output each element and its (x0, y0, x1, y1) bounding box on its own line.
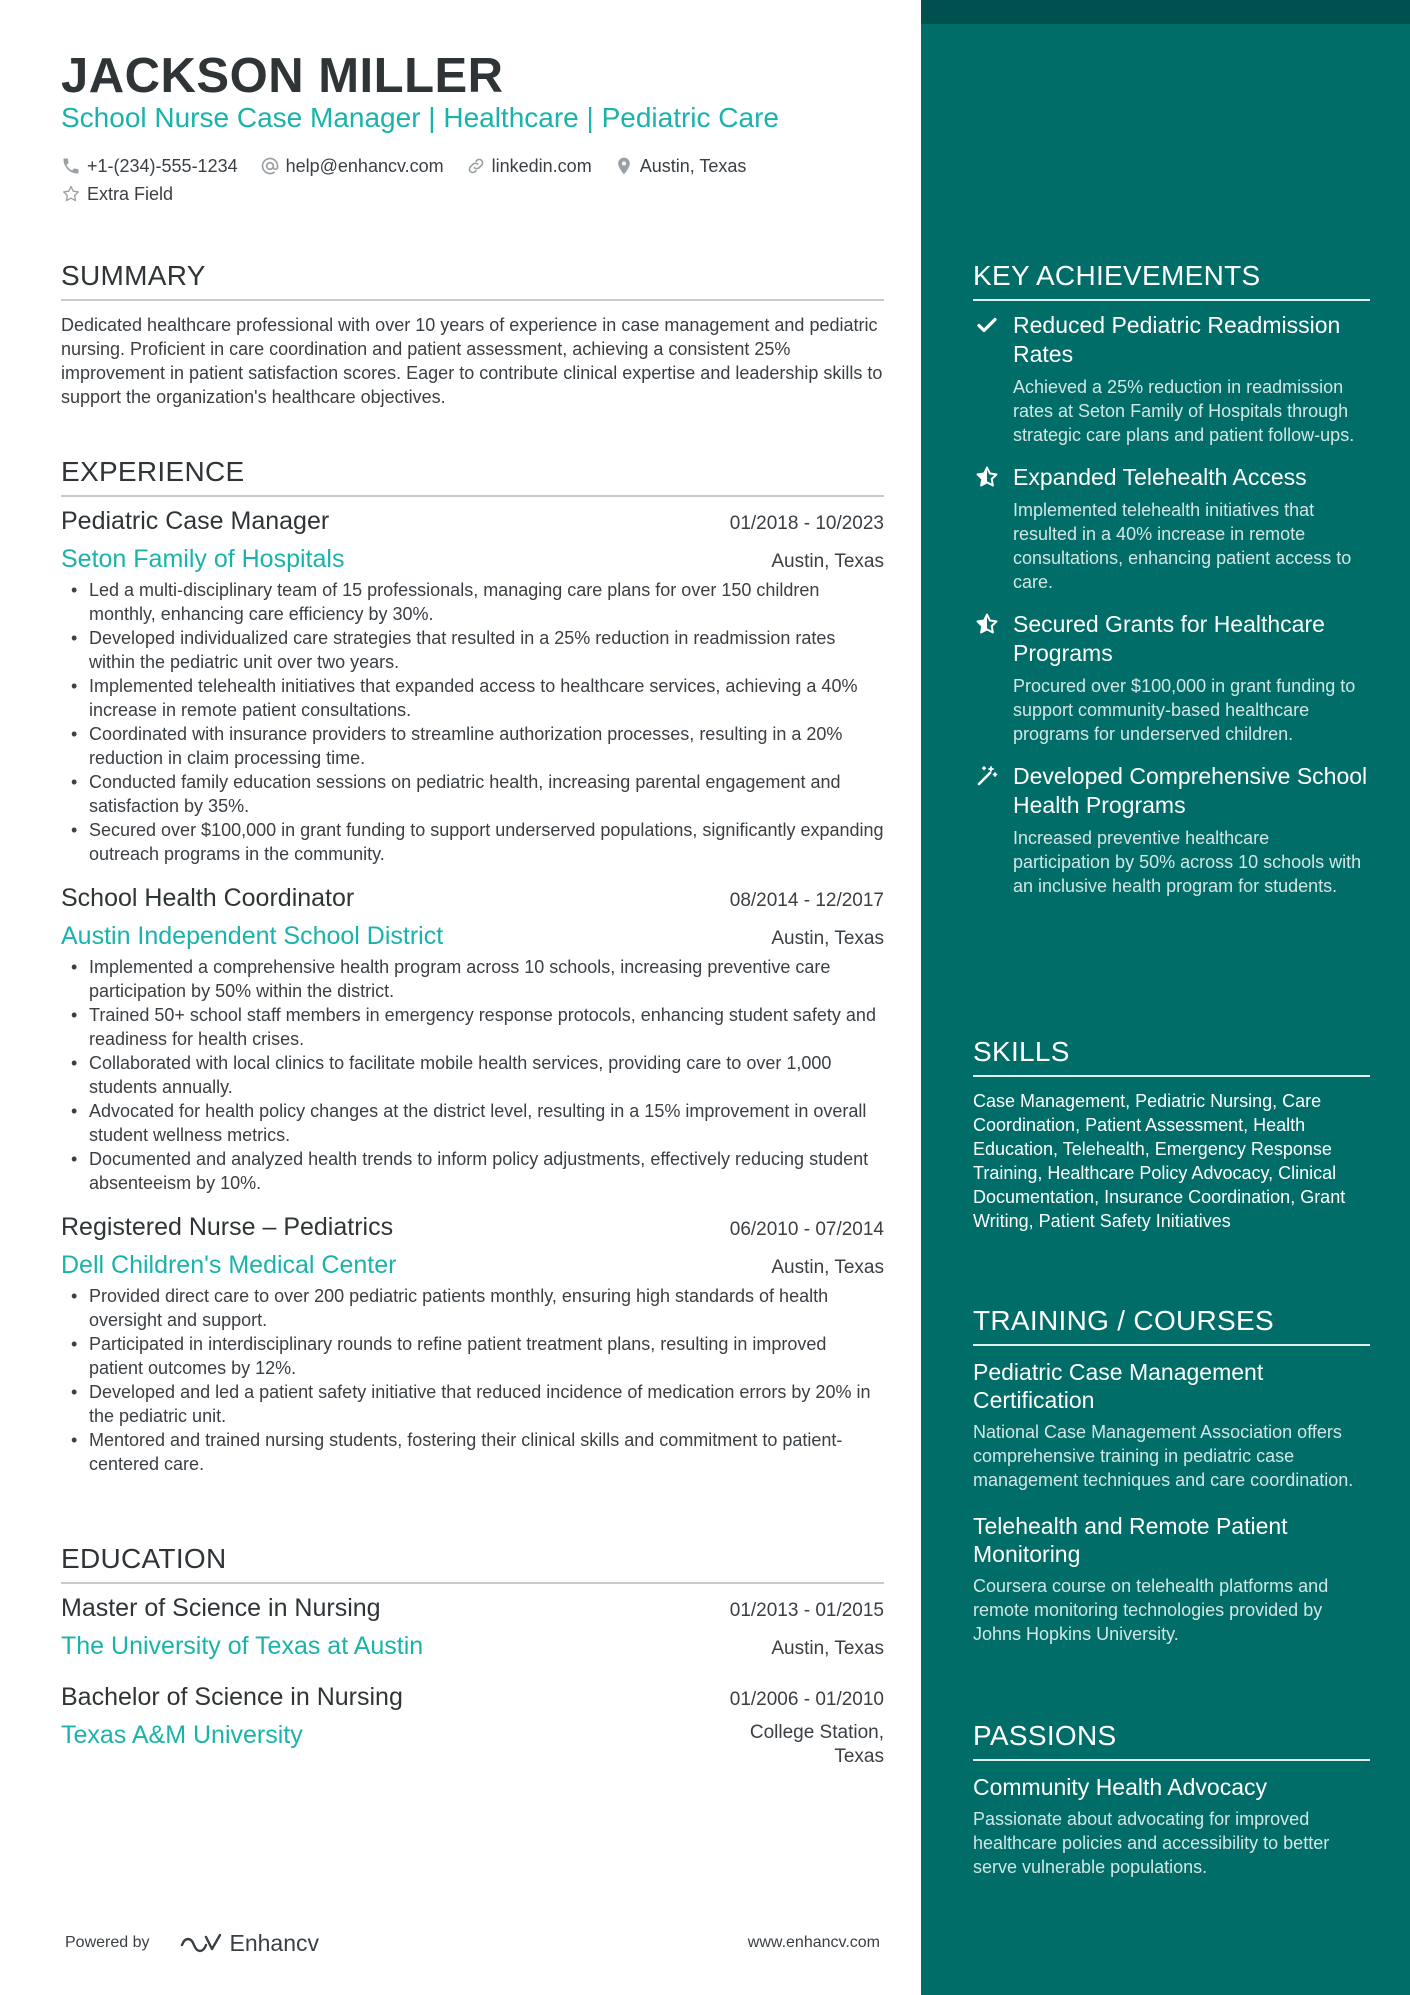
email-text: help@enhancv.com (285, 155, 444, 176)
section-divider (973, 299, 1370, 301)
bullet-item: • Participated in interdisciplinary rounds to refine patient treatment plans, resulting in improved patient outcomes by 12%. (61, 1332, 884, 1380)
summary-text: Dedicated healthcare professional with over 10 years of experience in case management and pediatric nursing. Proficient in care coordination and patient assessment, achieving a consistent 25% improvement in patient satisfaction scores. Eager to contribute clinical expertise and leadership skills to support the organization's healthcare objectives. (61, 315, 883, 407)
achievement-desc: Achieved a 25% reduction in readmission rates at Seton Family of Hospitals through strategic care plans and patient follow-ups. (1013, 377, 1355, 445)
section-title: TRAINING / COURSES (973, 1305, 1274, 1336)
job-title: Pediatric Case Manager (61, 507, 330, 535)
school-location-line: Texas (834, 1746, 884, 1767)
bullet-item: • Led a multi-disciplinary team of 15 professionals, managing care plans for over 150 children monthly, enhancing care efficiency by 30%. (61, 578, 884, 626)
contact-location (614, 156, 747, 177)
location-text: Austin, Texas (639, 155, 747, 176)
job-company: Austin Independent School District (61, 922, 444, 950)
education-dates: 01/2006 - 01/2010 (729, 1689, 884, 1710)
achievement-title: Secured Grants for Healthcare Programs (1013, 611, 1325, 666)
section-title: EDUCATION (61, 1543, 227, 1574)
achievement-item (973, 610, 1370, 746)
enhancv-logo-icon (178, 1931, 224, 1955)
job-dates: 08/2014 - 12/2017 (729, 890, 884, 911)
section-divider (973, 1344, 1370, 1346)
job-title: School Health Coordinator (61, 884, 355, 912)
school-location: Austin, Texas (771, 1638, 884, 1659)
achievement-desc: Procured over $100,000 in grant funding to support community-based healthcare programs for underserved children. (1013, 676, 1356, 744)
phone-text: +1-(234)-555-1234 (87, 155, 238, 176)
section-divider (61, 1582, 884, 1584)
section-title: KEY ACHIEVEMENTS (973, 260, 1261, 291)
education-section (61, 1539, 884, 1769)
achievement-item (973, 762, 1370, 898)
bullet-item: • Documented and analyzed health trends to inform policy adjustments, effectively reducing student absenteeism by 10%. (61, 1147, 884, 1195)
candidate-name: JACKSON MILLER (61, 49, 504, 103)
course-desc: National Case Management Association offers comprehensive training in pediatric case management techniques and care coordination. (973, 1422, 1354, 1490)
powered-by (65, 1930, 319, 1957)
job-bullets (61, 1284, 884, 1476)
powered-by-label: Powered by (65, 1934, 150, 1951)
phone-icon (61, 156, 81, 176)
school-location-line: College Station, (749, 1722, 884, 1743)
section-title: PASSIONS (973, 1720, 1117, 1751)
bullet-item: • Trained 50+ school staff members in emergency response protocols, enhancing student safety and readiness for health crises. (61, 1003, 884, 1051)
section-divider (61, 495, 884, 497)
extra-field-text: Extra Field (87, 183, 174, 204)
job-location: Austin, Texas (771, 551, 884, 572)
job-title: Registered Nurse – Pediatrics (61, 1213, 394, 1241)
school-name: Texas A&M University (61, 1721, 303, 1749)
job-dates: 01/2018 - 10/2023 (729, 513, 884, 534)
job-dates: 06/2010 - 07/2014 (729, 1219, 884, 1240)
passions-section (973, 1716, 1370, 1879)
education-entry (61, 1683, 884, 1769)
job-entry (61, 1213, 884, 1476)
school-name: The University of Texas at Austin (61, 1632, 424, 1660)
job-location: Austin, Texas (771, 1257, 884, 1278)
bullet-item: • Provided direct care to over 200 pediatric patients monthly, ensuring high standards of health oversight and support. (61, 1284, 884, 1332)
section-divider (61, 299, 884, 301)
education-dates: 01/2013 - 01/2015 (729, 1600, 884, 1621)
star-icon (973, 465, 1001, 493)
section-title: EXPERIENCE (61, 456, 245, 487)
degree-title: Master of Science in Nursing (61, 1594, 381, 1622)
website-link[interactable]: www.enhancv.com (747, 1934, 880, 1951)
passion-title: Community Health Advocacy (973, 1774, 1268, 1800)
sidebar-top-band (921, 0, 1410, 24)
check-icon (973, 313, 1001, 341)
experience-section (61, 452, 884, 1476)
link-icon (466, 156, 486, 176)
bullet-item: • Implemented telehealth initiatives that expanded access to healthcare services, achieving a 40% increase in remote patient consultations. (61, 674, 884, 722)
section-divider (973, 1075, 1370, 1077)
bullet-item: • Conducted family education sessions on pediatric health, increasing parental engagement and satisfaction by 35%. (61, 770, 884, 818)
bullet-item: • Implemented a comprehensive health program across 10 schools, increasing preventive care participation by 50% within the district. (61, 955, 884, 1003)
bullet-item: • Developed individualized care strategies that resulted in a 25% reduction in readmission rates within the pediatric unit over two years. (61, 626, 884, 674)
job-entry (61, 884, 884, 1195)
school-location (750, 1721, 884, 1769)
linkedin-text: linkedin.com (491, 155, 592, 176)
job-bullets (61, 955, 884, 1195)
bullet-item: • Advocated for health policy changes at the district level, resulting in a 15% improvement in overall student wellness metrics. (61, 1099, 884, 1147)
education-entry (61, 1594, 884, 1661)
training-section (973, 1301, 1370, 1646)
section-divider (973, 1759, 1370, 1761)
achievements-section (973, 256, 1370, 898)
bullet-item: • Coordinated with insurance providers to streamline authorization processes, resulting in a 20% reduction in claim processing time. (61, 722, 884, 770)
job-entry (61, 507, 884, 866)
passion-item (973, 1773, 1370, 1879)
bullet-item: • Secured over $100,000 in grant funding to support underserved populations, significantly expanding outreach programs in the community. (61, 818, 884, 866)
star-outline-icon (61, 184, 81, 204)
contact-info (61, 152, 881, 208)
job-company: Dell Children's Medical Center (61, 1251, 397, 1279)
bullet-item: • Collaborated with local clinics to facilitate mobile health services, providing care to over 1,000 students annually. (61, 1051, 884, 1099)
section-title: SUMMARY (61, 260, 206, 291)
degree-title: Bachelor of Science in Nursing (61, 1683, 403, 1711)
contact-linkedin[interactable] (466, 156, 592, 177)
sidebar (921, 0, 1410, 1995)
achievement-desc: Increased preventive healthcare participation by 50% across 10 schools with an inclusive health program for students. (1013, 828, 1362, 896)
section-title: SKILLS (973, 1036, 1070, 1067)
enhancv-logo[interactable] (178, 1930, 320, 1957)
course-item (973, 1358, 1370, 1492)
contact-phone[interactable] (61, 156, 238, 177)
job-bullets (61, 578, 884, 866)
contact-extra (61, 184, 173, 205)
course-desc: Coursera course on telehealth platforms and remote monitoring technologies provided by Johns Hopkins University. (973, 1576, 1329, 1644)
bullet-item: • Mentored and trained nursing students, fostering their clinical skills and commitment to patient-centered care. (61, 1428, 884, 1476)
achievement-title: Expanded Telehealth Access (1013, 464, 1307, 490)
achievement-desc: Implemented telehealth initiatives that resulted in a 40% increase in remote consultations, enhancing patient access to care. (1013, 500, 1352, 592)
achievement-item (973, 463, 1370, 594)
summary-section (61, 256, 884, 409)
star-icon (973, 612, 1001, 640)
course-item (973, 1512, 1370, 1646)
achievement-title: Reduced Pediatric Readmission Rates (1013, 312, 1341, 367)
achievement-title: Developed Comprehensive School Health Programs (1013, 763, 1368, 818)
location-pin-icon (614, 156, 634, 176)
course-title: Telehealth and Remote Patient Monitoring (973, 1513, 1288, 1567)
brand-name: Enhancv (229, 1929, 320, 1956)
job-company: Seton Family of Hospitals (61, 545, 345, 573)
bullet-item: • Developed and led a patient safety initiative that reduced incidence of medication errors by 20% in the pediatric unit. (61, 1380, 884, 1428)
footer (65, 1928, 880, 1958)
passion-desc: Passionate about advocating for improved healthcare policies and accessibility to better serve vulnerable populations. (973, 1809, 1330, 1877)
headline: School Nurse Case Manager | Healthcare | Pediatric Care (61, 102, 779, 133)
achievement-item (973, 311, 1370, 447)
skills-section (973, 1032, 1370, 1233)
magic-wand-icon (973, 764, 1001, 792)
at-icon (260, 156, 280, 176)
contact-email[interactable] (260, 156, 444, 177)
job-location: Austin, Texas (771, 928, 884, 949)
course-title: Pediatric Case Management Certification (973, 1359, 1264, 1413)
skills-text: Case Management, Pediatric Nursing, Care Coordination, Patient Assessment, Health Education, Telehealth, Emergency Response Training, Healthcare Policy Advocacy, Clinical Documentation, Insurance Coordination, Grant Writing, Patient Safety Initiatives (973, 1091, 1346, 1231)
